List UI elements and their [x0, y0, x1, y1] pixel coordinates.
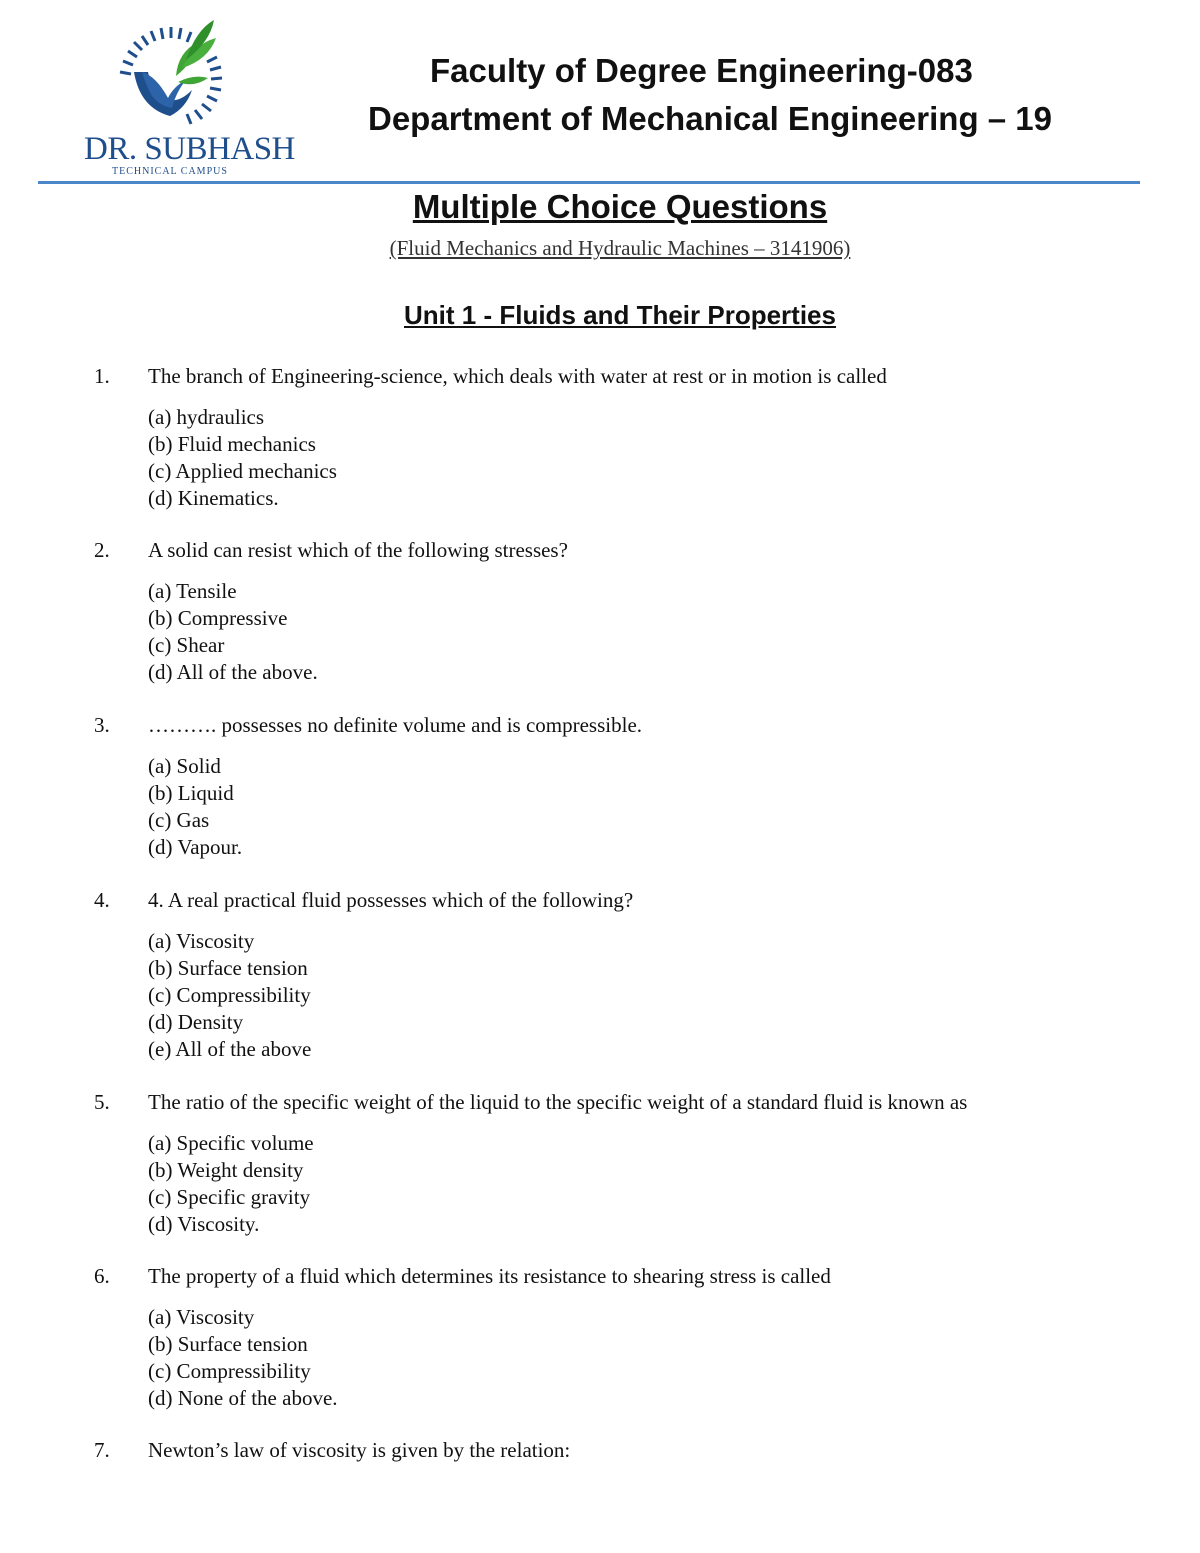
option: (d) All of the above. — [148, 660, 318, 684]
option: (a) Solid — [148, 754, 221, 778]
question-text: ………. possesses no definite volume and is compressible. — [148, 713, 643, 737]
question-text: 4. A real practical fluid possesses which of the following? — [148, 888, 634, 912]
question-item — [0, 1090, 1200, 1236]
option: (e) All of the above — [148, 1037, 312, 1061]
option: (b) Surface tension — [148, 1332, 308, 1356]
question-text: The branch of Engineering-science, which deals with water at rest or in motion is called — [148, 364, 887, 388]
option: (a) Viscosity — [148, 1305, 255, 1329]
question-number: 3. — [94, 713, 110, 737]
option: (d) Vapour. — [148, 835, 243, 859]
question-number: 2. — [94, 538, 110, 562]
option: (c) Compressibility — [148, 1359, 311, 1383]
option: (b) Compressive — [148, 606, 288, 630]
option: (b) Weight density — [148, 1158, 304, 1182]
logo-wordmark: DR. SUBHASH — [84, 131, 295, 167]
option: (c) Applied mechanics — [148, 459, 337, 483]
document-title: Multiple Choice Questions — [412, 188, 828, 225]
question-number: 1. — [94, 364, 110, 388]
option-list — [148, 928, 311, 1063]
option: (a) Viscosity — [148, 929, 255, 953]
option: (c) Compressibility — [148, 983, 311, 1007]
option: (d) None of the above. — [148, 1386, 338, 1410]
option: (d) Kinematics. — [148, 486, 279, 510]
question-text: The ratio of the specific weight of the liquid to the specific weight of a standard fluid is known as — [148, 1090, 968, 1114]
question-number: 4. — [94, 888, 110, 912]
question-number: 7. — [94, 1438, 110, 1462]
question-item — [0, 713, 1200, 859]
option: (c) Specific gravity — [148, 1185, 311, 1209]
option: (c) Gas — [148, 808, 210, 832]
question-text: Newton’s law of viscosity is given by the relation: — [148, 1438, 571, 1462]
option: (d) Viscosity. — [148, 1212, 260, 1236]
option: (c) Shear — [148, 633, 225, 657]
question-text: A solid can resist which of the following stresses? — [148, 538, 568, 562]
logo-tagline: TECHNICAL CAMPUS — [112, 166, 228, 177]
question-item — [0, 888, 1200, 1061]
option: (b) Surface tension — [148, 956, 308, 980]
question-number: 6. — [94, 1264, 110, 1288]
option: (a) Specific volume — [148, 1131, 314, 1155]
question-item — [0, 1438, 1200, 1466]
option-list — [148, 753, 242, 861]
question-item — [0, 1264, 1200, 1410]
option: (a) Tensile — [148, 579, 237, 603]
department-heading: Department of Mechanical Engineering – 19 — [368, 100, 1053, 137]
option: (d) Density — [148, 1010, 244, 1034]
option-list — [148, 1304, 338, 1412]
question-item — [0, 538, 1200, 684]
course-subtitle: (Fluid Mechanics and Hydraulic Machines – 3141906) — [389, 236, 851, 260]
question-item — [0, 364, 1200, 510]
unit-heading: Unit 1 - Fluids and Their Properties — [404, 300, 836, 330]
option-list — [148, 578, 318, 686]
option-list — [148, 1130, 314, 1238]
option: (a) hydraulics — [148, 405, 265, 429]
question-text: The property of a fluid which determines its resistance to shearing stress is called — [148, 1264, 831, 1288]
option: (b) Fluid mechanics — [148, 432, 316, 456]
question-number: 5. — [94, 1090, 110, 1114]
option-list — [148, 404, 337, 512]
faculty-heading: Faculty of Degree Engineering-083 — [430, 52, 973, 89]
header-divider — [38, 181, 1140, 184]
option: (b) Liquid — [148, 781, 234, 805]
